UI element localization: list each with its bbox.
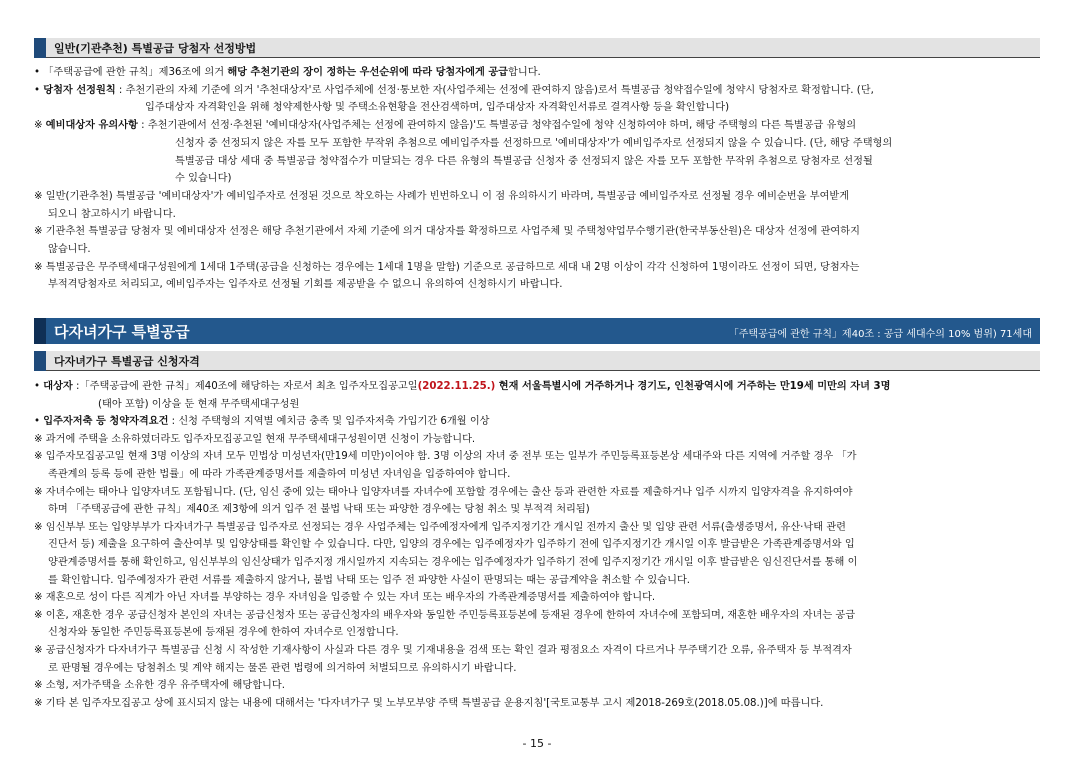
text-line xyxy=(48,243,1040,257)
text-fragment: 특별공급은 무주택세대구성원에게 1세대 1주택(공급을 신청하는 경우에는 1세대 1명을 말함) 기준으로 공급하므로 세대 내 2명 이상이 각각 신청하여 1명이라도 선정이 되면, 당첨자는 xyxy=(45,261,860,273)
text-fragment: : 추천기관의 자체 기준에 의거 '추천대상자'로 사업주체에 선정·통보한 자(사업주체는 선정에 관여하지 않음)로서 특별공급 청약접수일에 청약시 당첨자로 확정합니다. (단, xyxy=(115,84,874,96)
bold-label: 대상자 xyxy=(43,381,73,392)
text-fragment: 양관계증명서를 통해 확인하고, 임신부부의 임신상태가 입주지정 개시일까지 지속되는 경우에는 입주예정자가 입주하기 전에 입주지정기간 개시일 이후 발급받은 임신진단서를 통해 이 xyxy=(48,557,858,568)
text-fragment: 과거에 주택을 소유하였더라도 입주자모집공고일 현재 무주택세대구성원이면 신청이 가능합니다. xyxy=(45,433,476,445)
text-line xyxy=(48,538,1040,552)
text-fragment: 부적격당첨자로 처리되고, 예비입주자는 입주자로 선정될 기회를 제공받을 수 없으니 유의하여 신청하시기 바랍니다. xyxy=(48,279,563,291)
text-fragment: ※ xyxy=(34,451,46,463)
text-line xyxy=(34,521,1040,535)
text-line xyxy=(175,137,1040,151)
text-line xyxy=(34,66,1040,80)
bold-label: 해당 추천기관의 장이 정하는 우선순위에 따라 당첨자에게 공급 xyxy=(227,67,509,78)
text-fragment: 수 있습니다) xyxy=(175,173,232,185)
text-line xyxy=(34,190,1040,204)
text-fragment: 일반(기관추천) 특별공급 '예비대상자'가 예비입주자로 선정된 것으로 착오하는 사례가 빈번하오니 이 점 유의하시기 바라며, 특별공급 예비입주자로 선정될 경우 예비순번을 부여받게 xyxy=(45,190,850,202)
text-fragment: ※ xyxy=(34,190,46,202)
subheader-accent-bar xyxy=(34,351,46,371)
text-fragment: 입주자모집공고일 현재 3명 이상의 자녀 모두 민법상 미성년자(만19세 미만)이어야 함. 3명 이상의 자녀 중 전부 또는 일부가 주민등록표등본상 세대주와 다른 지역에 거주할 경우 「가 xyxy=(45,451,857,463)
text-fragment: ※ xyxy=(34,120,46,132)
text-fragment: (2022.11.25.) xyxy=(417,381,496,392)
bold-label: 입주자저축 등 청약자격요건 xyxy=(43,416,169,428)
text-fragment: 공급신청자가 다자녀가구 특별공급 신청 시 작성한 기재사항이 사실과 다른 경우 및 기재내용을 검색 또는 확인 결과 평점요소 자격이 다르거나 무주택기간 오류, 유주택자 등 부적격자 xyxy=(45,645,852,656)
section-header-multichild xyxy=(34,318,1040,344)
text-line xyxy=(34,84,1040,98)
text-line xyxy=(48,468,1040,482)
text-fragment: 진단서 등) 제출을 요구하여 출산여부 및 입양상태를 확인할 수 있습니다. 다만, 입양의 경우에는 입주예정자가 입주하기 전에 입주지정기간 개시일 이후 발급받은 가족관계증명서와 입 xyxy=(48,539,855,551)
text-line xyxy=(34,415,1040,429)
text-line xyxy=(98,398,1040,412)
page-number: - 15 - xyxy=(522,737,552,750)
text-line xyxy=(34,609,1040,623)
text-fragment: • xyxy=(34,416,44,428)
subheader-title: 다자녀가구 특별공급 신청자격 xyxy=(54,355,200,368)
text-fragment: ※ xyxy=(34,680,46,692)
text-fragment: ※ xyxy=(34,261,46,273)
text-fragment: 이혼, 재혼한 경우 공급신청자 본인의 자녀는 공급신청자 또는 공급신청자의 배우자와 동일한 주민등록표등본에 등재된 경우에 한하여 자녀수에 포함되며, 재혼한 배우자의 자녀는 공급 xyxy=(45,609,856,621)
subheader-title: 일반(기관추천) 특별공급 당첨자 선정방법 xyxy=(54,42,257,55)
text-fragment: 되오니 참고하시기 바랍니다. xyxy=(48,208,176,220)
text-fragment: 족관계의 등록 등에 관한 법률」에 따라 가족관계증명서를 제출하여 미성년 자녀임을 입증하여야 합니다. xyxy=(48,469,511,480)
section-reference: 「주택공급에 관한 규칙」제40조 : 공급 세대수의 10% 범위) 71세대 xyxy=(728,329,1032,340)
text-fragment: 현재 서울특별시에 거주하거나 경기도, 인천광역시에 거주하는 만19세 미만의 자녀 3명 xyxy=(495,381,891,392)
text-fragment: 소형, 저가주택을 소유한 경우 유주택자에 해당합니다. xyxy=(45,680,285,692)
text-fragment: ※ xyxy=(34,433,46,445)
text-fragment: ※ xyxy=(34,226,46,238)
text-fragment: 기관추천 특별공급 당첨자 및 예비대상자 선정은 해당 추천기관에서 자체 기준에 의거 대상자를 확정하므로 사업주체 및 주택청약업무수행기관(한국부동산원)은 대상자 선정에 관여하지 xyxy=(45,226,860,238)
text-line xyxy=(175,172,1040,186)
text-line xyxy=(48,556,1040,570)
text-fragment: ※ xyxy=(34,609,46,621)
text-fragment: ※ xyxy=(34,486,46,498)
bold-label: 당첨자 선정원칙 xyxy=(43,84,116,96)
text-fragment: 신청자 중 선정되지 않은 자를 모두 포함한 무작위 추첨으로 예비입주자를 선정하므로 '예비대상자'가 예비입주자로 선정되지 않을 수 있습니다. (단, 해당 주택형의 xyxy=(175,137,893,149)
text-line xyxy=(145,101,1040,115)
text-line xyxy=(48,626,1040,640)
text-fragment: 기타 본 입주자모집공고 상에 표시되지 않는 내용에 대해서는 '다자녀가구 및 노부모부양 주택 특별공급 운용지침'[국토교통부 고시 제2018-269호(2018.05.08.)]에 따릅니다. xyxy=(45,697,824,709)
text-line xyxy=(48,662,1040,676)
text-fragment: ※ xyxy=(34,521,46,533)
text-line xyxy=(34,225,1040,239)
subheader-accent-bar xyxy=(34,38,46,58)
text-line xyxy=(34,644,1040,658)
text-fragment: : 추천기관에서 선정·추천된 '예비대상자(사업주체는 선정에 관여하지 않음)'도 특별공급 청약접수일에 청약 신청하여야 하며, 해당 주택형의 다른 특별공급 유형의 xyxy=(137,120,857,132)
text-fragment: 합니다. xyxy=(508,67,541,78)
text-fragment: • 「주택공급에 관한 규칙」제36조에 의거 xyxy=(34,67,228,78)
text-line xyxy=(34,119,1040,133)
text-line xyxy=(34,697,1040,711)
text-fragment: 않습니다. xyxy=(48,244,91,255)
bold-label: 예비대상자 유의사항 xyxy=(45,120,138,132)
text-fragment: ※ xyxy=(34,645,46,656)
text-line xyxy=(34,591,1040,605)
text-fragment: 자녀수에는 태아나 입양자녀도 포함됩니다. (단, 임신 중에 있는 태아나 입양자녀를 자녀수에 포함할 경우에는 출산 등과 관련한 자료를 제출하거나 입주 시까지 입양자격을 유지하여야 xyxy=(45,486,853,498)
text-line xyxy=(34,450,1040,464)
text-line xyxy=(175,155,1040,169)
text-fragment: 로 판명될 경우에는 당첨취소 및 계약 해지는 물론 관련 법령에 의거하여 처벌되므로 유의하시기 바랍니다. xyxy=(48,662,517,674)
text-fragment: : 신청 주택형의 지역별 예치금 충족 및 입주자저축 가입기간 6개월 이상 xyxy=(168,416,490,428)
text-line xyxy=(34,380,1040,394)
section-subheader-general xyxy=(34,38,1040,58)
text-line xyxy=(48,208,1040,222)
text-fragment: 특별공급 대상 세대 중 특별공급 청약접수가 미달되는 경우 다른 유형의 특별공급 신청자 중 선정되지 않은 자를 모두 포함한 무작위 추첨으로 당첨자로 선정될 xyxy=(175,155,873,167)
text-fragment: ※ xyxy=(34,697,46,709)
header-accent-bar xyxy=(34,318,46,344)
text-line xyxy=(48,503,1040,517)
text-line xyxy=(34,679,1040,693)
text-fragment: • xyxy=(34,84,44,96)
text-fragment: 신청자와 동일한 주민등록표등본에 등재된 경우에 한하여 자녀수로 인정합니다. xyxy=(48,627,399,639)
text-fragment: 입주대상자 자격확인을 위해 청약제한사항 및 주택소유현황을 전산검색하며, 입주대상자 자격확인서류로 결격사항 등을 확인합니다) xyxy=(145,102,730,114)
text-line xyxy=(34,261,1040,275)
text-fragment: 하며 「주택공급에 관한 규칙」제40조 제3항에 의거 입주 전 불법 낙태 또는 파양한 경우에는 당첨 취소 및 부적격 처리됨) xyxy=(48,504,590,516)
text-fragment: 재혼으로 성이 다른 직계가 아닌 자녀를 부양하는 경우 자녀임을 입증할 수 있는 자녀 또는 배우자의 가족관계증명서를 제출하여야 합니다. xyxy=(45,592,656,604)
text-fragment: 를 확인합니다. 입주예정자가 관련 서류를 제출하지 않거나, 불법 낙태 또는 입주 전 파양한 사실이 판명되는 때는 공급계약을 취소할 수 있습니다. xyxy=(48,574,691,586)
text-fragment: (태아 포함) 이상을 둔 현재 무주택세대구성원 xyxy=(98,398,300,410)
text-line xyxy=(48,574,1040,588)
text-line xyxy=(48,278,1040,292)
text-fragment: ※ xyxy=(34,592,46,604)
section-subheader-multichild xyxy=(34,351,1040,371)
text-line xyxy=(34,433,1040,447)
text-fragment: :「주택공급에 관한 규칙」제40조에 해당하는 자로서 최초 입주자모집공고일 xyxy=(72,381,418,392)
section-title: 다자녀가구 특별공급 xyxy=(54,323,190,341)
text-fragment: • xyxy=(34,381,44,392)
text-line xyxy=(34,486,1040,500)
text-fragment: 임신부부 또는 입양부부가 다자녀가구 특별공급 입주자로 선정되는 경우 사업주체는 입주예정자에게 입주지정기간 개시일 전까지 출산 및 입양 관련 서류(출생증명서, 유산·낙태 관련 xyxy=(45,521,846,533)
